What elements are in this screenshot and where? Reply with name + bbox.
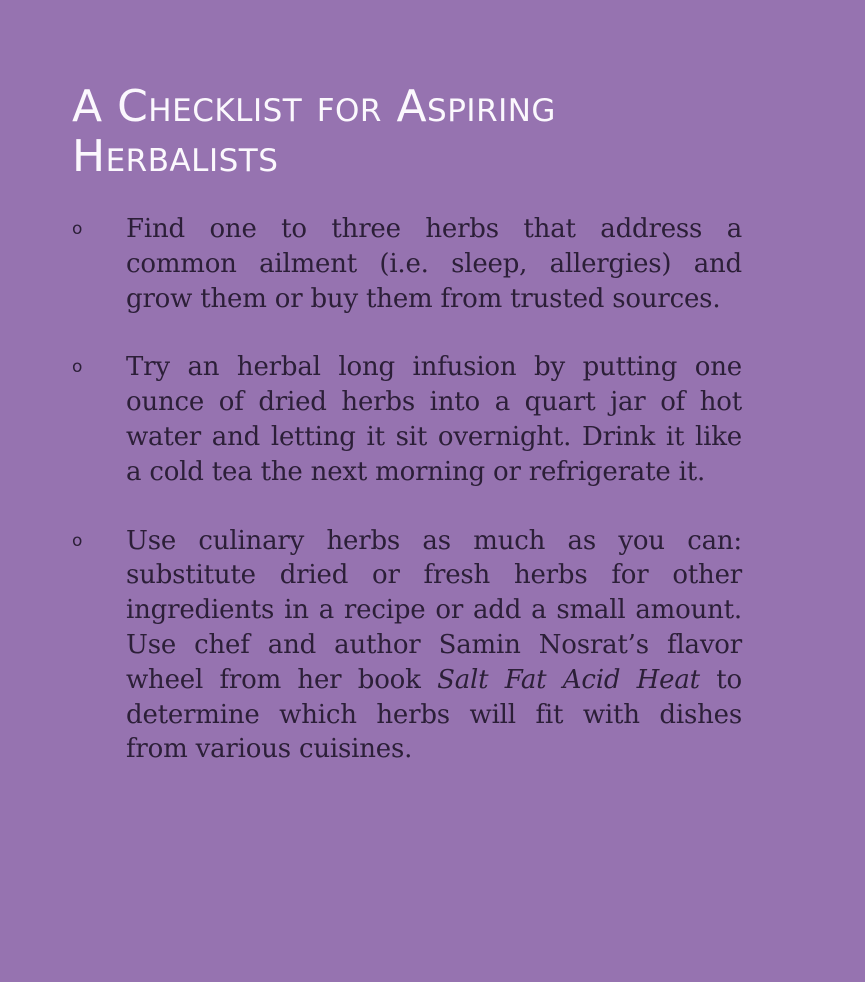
list-item-text: Find one to three herbs that address a common ailment (i.e. sleep, allergies) and grow them or buy them from trusted sources. <box>126 214 742 314</box>
list-item-text-start: Use culinary herbs as much as you can: substitute dried or fresh herbs for other ingredients in a recipe or add a small amount. Use chef and author Samin Nosrat’s flavor wheel from her book <box>126 525 742 695</box>
book-title: Salt Fat Acid Heat <box>437 664 700 695</box>
bullet-icon: o <box>72 219 83 239</box>
list-item <box>70 524 742 768</box>
list-item <box>70 212 742 316</box>
bullet-icon: o <box>72 530 83 551</box>
list-item-text: Try an herbal long infusion by putting one ounce of dried herbs into a quart jar of hot water and letting it sit overnight. Drink it like a cold tea the next morning or refrigerate it. <box>126 352 742 487</box>
page-title: A Checklist for Aspiring Herbalists <box>72 81 556 182</box>
list-item-text-end: to determine which herbs will fit with dishes from various cuisines. <box>126 664 742 765</box>
list-item-text <box>126 524 742 768</box>
list-item <box>70 350 742 489</box>
checklist <box>70 212 742 801</box>
bullet-icon: o <box>72 357 83 378</box>
